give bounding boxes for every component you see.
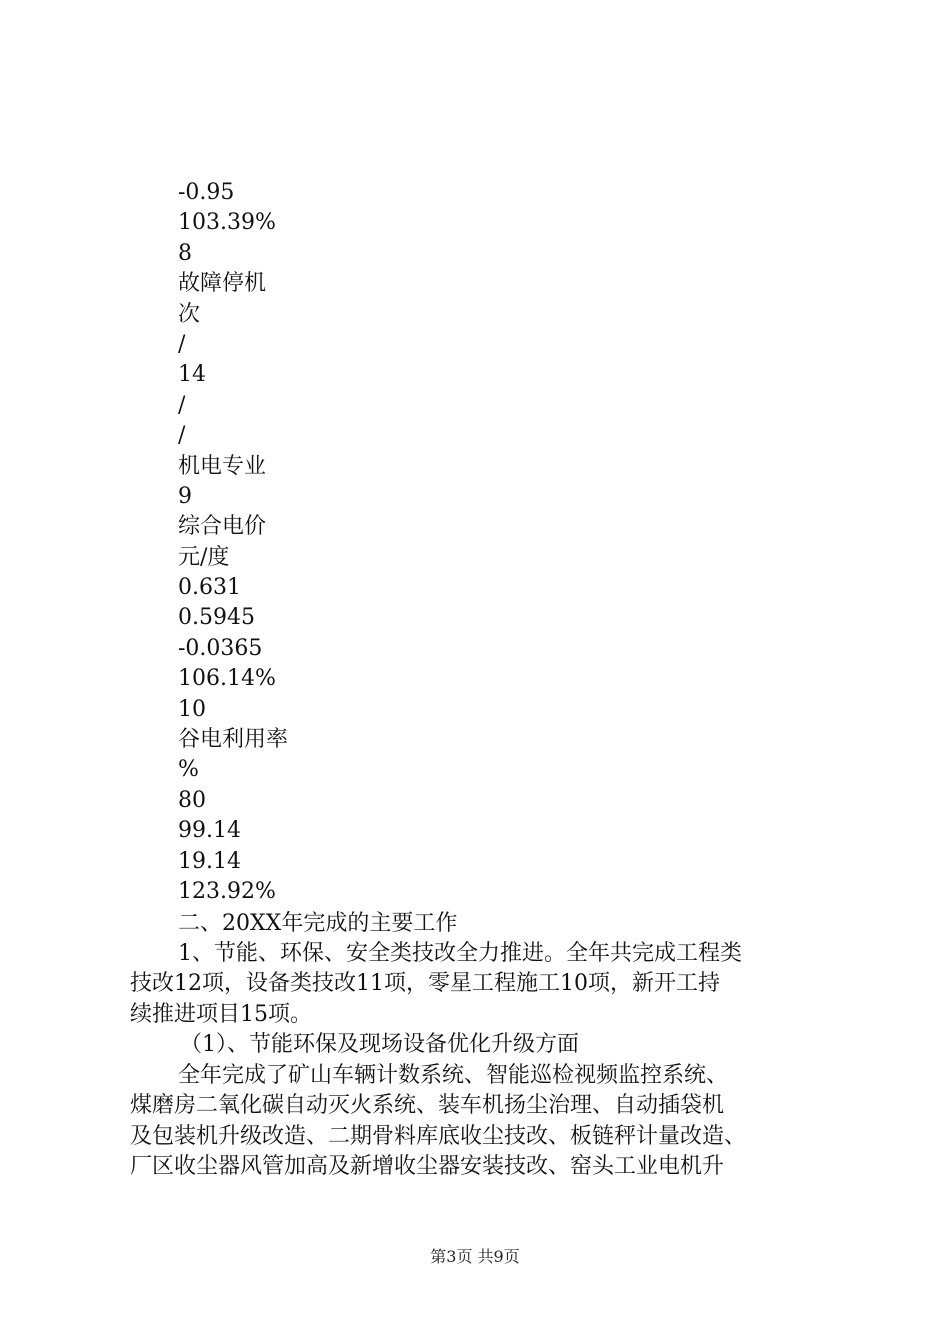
- paragraph-line: 煤磨房二氧化碳自动灭火系统、装车机扬尘治理、自动插袋机: [130, 1093, 725, 1119]
- subheading-block: [130, 1030, 850, 1060]
- paragraph-completed-work: [130, 1061, 850, 1183]
- table-cell: 99.14: [178, 818, 241, 844]
- table-cell: 106.14%: [178, 666, 276, 692]
- table-cell: 0.5945: [178, 605, 255, 631]
- table-cell: /: [178, 423, 186, 449]
- table-cell: 谷电利用率: [178, 727, 289, 753]
- paragraph-line: 1、节能、环保、安全类技改全力推进。全年共完成工程类: [178, 941, 742, 966]
- page-footer: 第3页 共9页: [430, 1247, 520, 1266]
- paragraph-line: 全年完成了矿山车辆计数系统、智能巡检视频监控系统、: [178, 1063, 729, 1088]
- section-heading-block: [130, 909, 850, 939]
- section-heading: 二、20XX年完成的主要工作: [178, 911, 458, 936]
- table-cell: 次: [178, 301, 201, 327]
- paragraph-line: 续推进项目15项。: [130, 1001, 312, 1027]
- table-cell: 14: [178, 362, 206, 388]
- table-cell: 80: [178, 787, 206, 813]
- table-cell: -0.95: [178, 180, 235, 205]
- table-cell: 故障停机: [178, 271, 267, 297]
- table-cell: /: [178, 331, 186, 357]
- paragraph-tech-upgrades: [130, 939, 850, 1030]
- table-cell: 19.14: [178, 848, 241, 874]
- table-cell: /: [178, 392, 186, 418]
- table-cell: 综合电价: [178, 514, 267, 540]
- table-fragment-list: [178, 178, 288, 907]
- table-cell: 8: [178, 240, 192, 266]
- paragraph-line: 及包装机升级改造、二期骨料库底收尘技改、板链秤计量改造、: [130, 1123, 747, 1149]
- paragraph-line: 技改12项，设备类技改11项，零星工程施工10项，新开工持: [130, 971, 720, 997]
- table-cell: 9: [178, 483, 192, 509]
- table-cell: 0.631: [178, 575, 241, 601]
- table-cell: 元/度: [178, 544, 230, 570]
- table-cell: %: [178, 757, 199, 783]
- table-cell: -0.0365: [178, 635, 263, 661]
- table-cell: 机电专业: [178, 453, 267, 479]
- subheading: （1）、节能环保及现场设备优化升级方面: [180, 1032, 579, 1057]
- table-cell: 10: [178, 696, 206, 722]
- paragraph-line: 厂区收尘器风管加高及新增收尘器安装技改、窑头工业电机升: [130, 1154, 725, 1180]
- table-cell: 123.92%: [178, 878, 276, 904]
- table-cell: 103.39%: [178, 210, 276, 236]
